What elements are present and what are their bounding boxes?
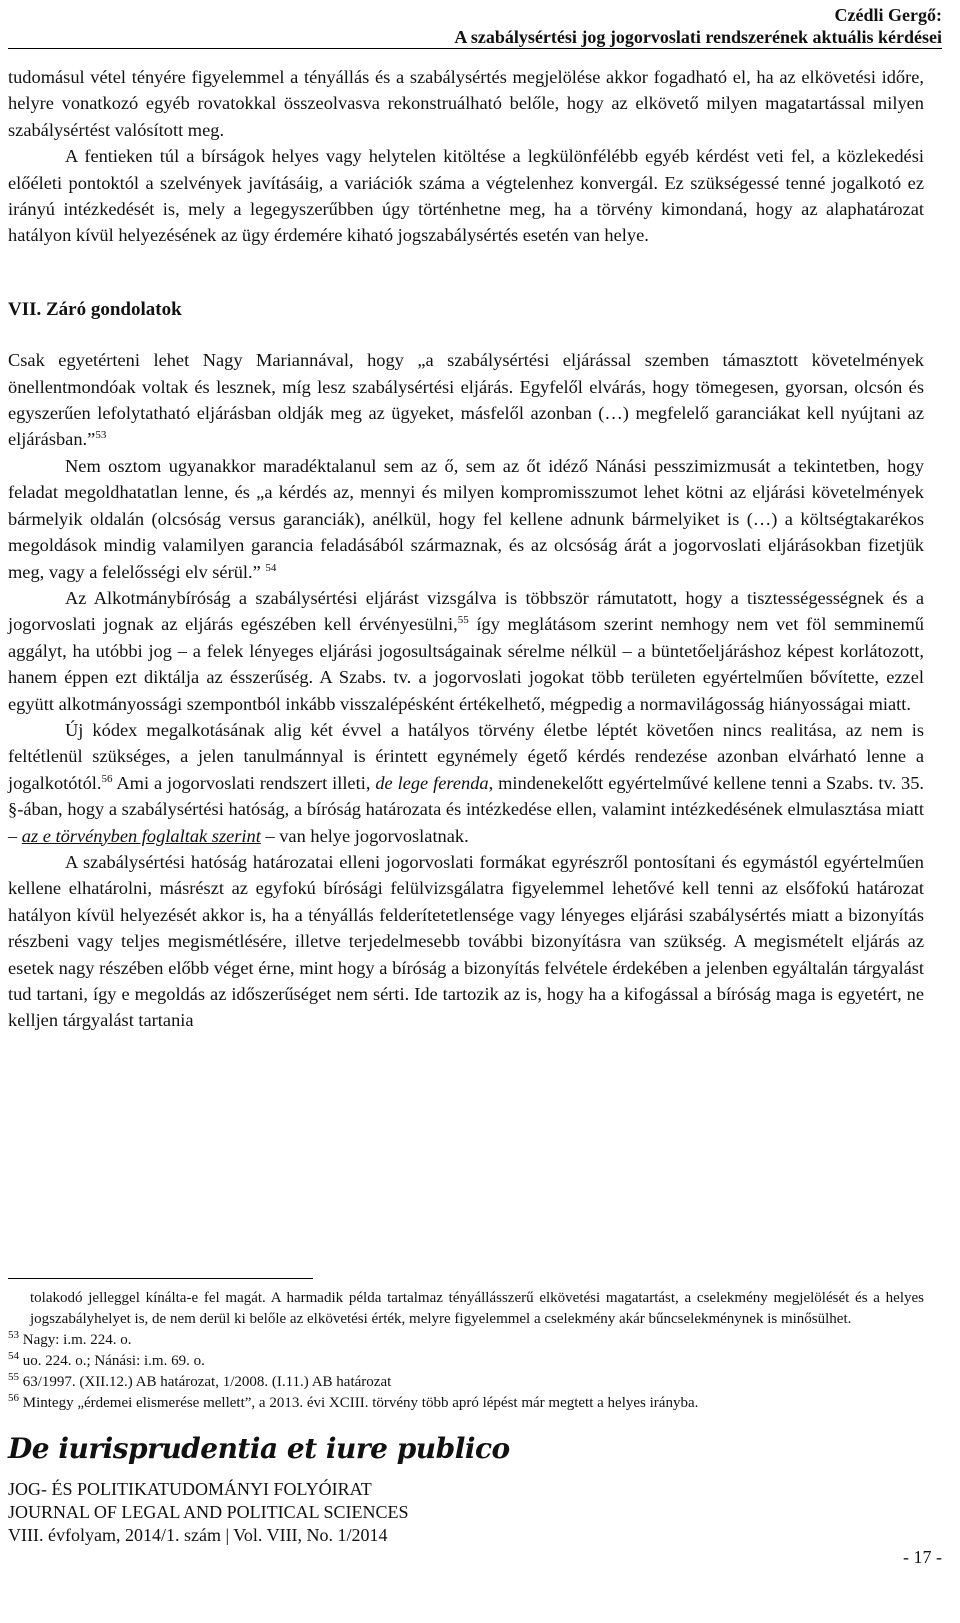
header-rule	[8, 48, 942, 49]
footnote-number: 55	[8, 1371, 19, 1383]
paragraph: tudomásul vétel tényére figyelemmel a tényállás és a szabálysértés megjelölése akkor fogadható el, ha az elkövetési időre, helyre vonatkozó egyéb rovatokkal összeolvasva rekonstruálható belőle, hogy az elkövető milyen magatartással milyen szabálysértést valósított meg.	[8, 67, 924, 140]
footnote-ref[interactable]: 55	[457, 614, 469, 627]
footnote-text: Nagy: i.m. 224. o.	[19, 1332, 132, 1348]
paragraph: A szabálysértési hatóság határozatai elleni jogorvoslati formákat egyrészről pontosítani és egymástól egyértelműen kellene elhatárolni, másrészt az egyfokú bírósági felülvizsgálatra figyelemmel lehetővé kell tenni az elsőfokú határozat hatályon kívül helyezését akkor is, ha a tényállás felderítetetlensége vagy lényeges eljárási szabálysértés miatt a bizonyítás részbeni vagy teljes megismétlésére, illetve terjedelmesebb további bizonyításra van szükség. A megismételt eljárás az esetek nagy részében előbb véget érne, mint hogy a bíróság a bizonyítás felvétele érdekében a jelenben egyáltalán tárgyalást tud tartani, így e megoldás az időszerűséget nem sérti. Ide tartozik az is, hogy ha a kifogással a bíróság maga is egyetért, ne kelljen tárgyalást tartania	[8, 851, 924, 1031]
footnotes	[8, 1288, 924, 1414]
header-author: Czédli Gergő:	[834, 5, 942, 25]
footnote-continuation: tolakodó jelleggel kínálta-e fel magát. A harmadik példa tartalmaz tényállásszerű elkövetési magatartást, a cselekmény megjelölését és a helyes jogszabályhelyet is, de nem derül ki belőle az elkövetési érték, melyre figyelemmel a cselekmény akár bűncselekménynek is minősülhet.	[30, 1290, 924, 1327]
footnote-text: 63/1997. (XII.12.) AB határozat, 1/2008. (I.11.) AB határozat	[19, 1374, 392, 1390]
paragraph	[8, 347, 924, 453]
paragraph	[8, 453, 924, 585]
footnote-text: uo. 224. o.; Nánási: i.m. 69. o.	[19, 1353, 205, 1369]
footnote-separator	[8, 1278, 313, 1279]
journal-subtitle-en: JOURNAL OF LEGAL AND POLITICAL SCIENCES	[8, 1502, 409, 1522]
paragraph	[8, 717, 924, 849]
section-heading: VII. Záró gondolatok	[8, 298, 182, 320]
footnote-55	[8, 1372, 924, 1393]
paragraph-text: – van helye jogorvoslatnak.	[260, 825, 469, 846]
paragraph-text: Ami a jogorvoslati rendszert illeti,	[112, 772, 376, 793]
journal-subtitle-hu: JOG- ÉS POLITIKATUDOMÁNYI FOLYÓIRAT	[8, 1479, 372, 1499]
header-title: A szabálysértési jog jogorvoslati rendszerének aktuális kérdései	[454, 27, 942, 47]
page-number: - 17 -	[903, 1547, 942, 1567]
footnote-53	[8, 1330, 924, 1351]
latin-phrase: de lege ferenda	[375, 772, 489, 793]
paragraph: A fentieken túl a bírságok helyes vagy helytelen kitöltése a legkülönfélébb egyéb kérdést veti fel, a közlekedési előéleti pontoktól a szelvények javításáig, a variációk száma a végtelenhez konvergál. Ez szükségessé tenné jogalkotó ez irányú intézkedését is, mely a legegyszerűbben úgy történhetne meg, ha a törvény kimondaná, hogy az alaphatározat hatályon kívül helyezésének az ügy érdemére kiható jogszabálysértés esetén van helye.	[8, 146, 924, 246]
footnote-number: 56	[8, 1392, 19, 1404]
paragraph-text: Nem osztom ugyanakkor maradéktalanul sem az ő, sem az őt idéző Nánási pesszimizmusát a tekintetben, hogy feladat megoldhatatlan lenne, és „a kérdés az, mennyi és milyen kompromisszumot lehet kötni az eljárási követelmények bármelyik oldalán (olcsóság versus garanciák), anélkül, hogy fel kellene adnunk bármelyiket is (…) a költségtakarékos megoldások mindig valamilyen garancia feladásából származnak, és az olcsóság árát a jogorvoslati eljárásokban fizetjük meg, vagy a felelősségi elv sérül.”	[8, 455, 924, 582]
paragraph-text: Új kódex megalkotásának alig két évvel a hatályos törvény életbe léptét követően nincs realitása, az nem is feltétlenül szükséges, a jelen tanulmánnyal is érintett egynémely égető kérdés rendezése azonban elvárható lenne a jogalkotótól.	[8, 719, 924, 793]
journal-info	[8, 1478, 409, 1547]
running-header	[454, 4, 942, 48]
journal-issue: VIII. évfolyam, 2014/1. szám | Vol. VIII, No. 1/2014	[8, 1525, 388, 1545]
footnote-ref[interactable]: 54	[265, 561, 277, 574]
footnote-56	[8, 1393, 924, 1414]
footnote-number: 54	[8, 1350, 19, 1362]
paragraph	[8, 585, 924, 717]
paragraph-text: Az Alkotmánybíróság a szabálysértési eljárást vizsgálva is többször rámutatott, hogy a tisztességességnek és a jogorvoslati jognak az eljárás egészében kell érvényesülni,	[8, 587, 924, 635]
footnote-ref[interactable]: 53	[95, 429, 107, 442]
paragraph-text: , mindenekelőtt egyértelművé kellene tenni a Szabs. tv. 35. §-ában, hogy a szabálysértési hatóság, a bíróság határozata és intézkedése ellen, valamint intézkedésének elmulasztása miatt –	[8, 772, 924, 846]
footnote-54	[8, 1351, 924, 1372]
paragraph-text: Csak egyetérteni lehet Nagy Mariannával, hogy „a szabálysértési eljárással szemben támasztott követelmények önellentmondóak voltak és lesznek, míg lesz szabálysértési eljárás. Egyfelől elvárás, hogy tömegesen, gyorsan, olcsón és egyszerűen lefolytatható eljárásban oldják meg az ügyeket, másfelől azonban (…) megfelelő garanciákat kell nyújtani az eljárásban.”	[8, 350, 924, 450]
paragraph-text: így meglátásom szerint nemhogy nem vet föl semminemű aggályt, ha utóbbi jog – a felek lényeges eljárási jogosultságainak sérelme nélkül – a büntetőeljáráshoz képest korlátozott, hanem éppen ezt diktálja az ésszerűség. A Szabs. tv. a jogorvoslati jogokat több területen egyértelműen bővítette, ezzel együtt alkotmányossági szempontból inkább visszalépésként értékelhető, mégpedig a normavilágosság hiányosságai miatt.	[8, 614, 924, 714]
footnote-ref[interactable]: 56	[101, 772, 113, 785]
main-text	[8, 64, 924, 1034]
emphasis-underlined: az e törvényben foglaltak szerint	[21, 825, 261, 846]
journal-logo-title: De iurisprudentia et iure publico	[8, 1432, 510, 1465]
footnote-text: Mintegy „érdemei elismerése mellett”, a 2013. évi XCIII. törvény több apró lépést már megtett a helyes irányba.	[19, 1395, 699, 1411]
footnote-number: 53	[8, 1329, 19, 1341]
